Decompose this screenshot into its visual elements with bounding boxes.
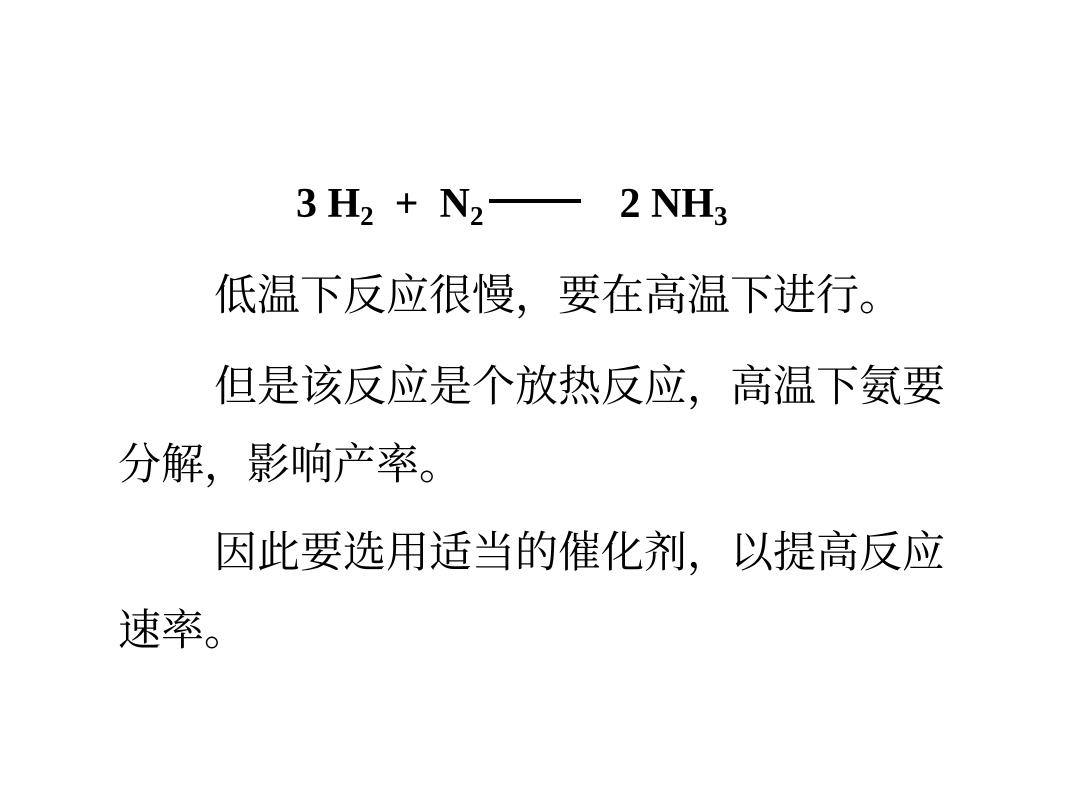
paragraph-low-temperature: 低温下反应很慢，要在高温下进行。 (214, 271, 902, 321)
reactant-nitrogen: N (439, 181, 470, 227)
chemical-equation (296, 176, 727, 232)
paragraph-exothermic: 但是该反应是个放热反应，高温下氨要分解，影响产率。 (118, 362, 945, 490)
ammonia-subscript: 3 (713, 201, 728, 231)
hydrogen-subscript: 2 (360, 201, 374, 231)
reaction-line (489, 199, 581, 203)
product-ammonia: 2 NH (619, 181, 714, 227)
reactant-hydrogen: 3 H (296, 181, 361, 227)
plus-sign: + (394, 181, 419, 227)
nitrogen-subscript: 2 (469, 201, 484, 231)
paragraph-catalyst: 因此要选用适当的催化剂，以提高反应速率。 (118, 528, 945, 656)
